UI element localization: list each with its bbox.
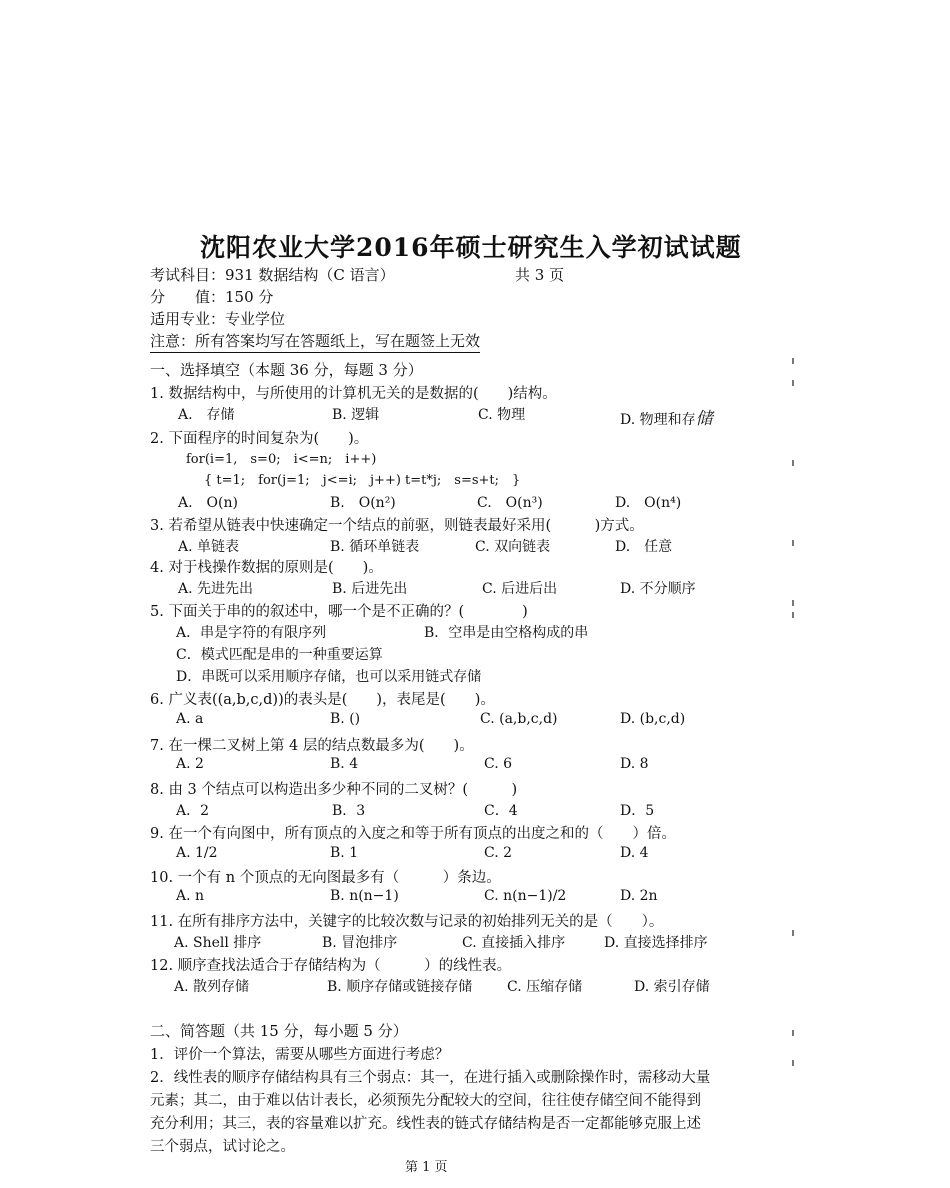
q2-option-a: A. O(n) [178,495,238,511]
q11-option-c: C. 直接插入排序 [462,935,566,951]
q2-code-line-1: for(i=1, s=0; i<=n; i++) [186,452,377,467]
handwritten-note: 储 [695,409,713,429]
q8-stem: 8. 由 3 个结点可以构造出多少种不同的二叉树？( ) [150,782,518,798]
q1-option-a: A. 存储 [178,407,235,423]
q6-option-b: B. () [330,711,361,727]
q6-option-d: D. (b,c,d) [620,711,686,727]
scan-speck [792,600,794,606]
section2-heading: 二、简答题（共 15 分，每小题 5 分） [150,1022,408,1040]
q10-option-a: A. n [176,888,205,904]
q3-stem: 3. 若希望从链表中快速确定一个结点的前驱，则链表最好采用( )方式。 [150,518,644,534]
q3-option-c: C. 双向链表 [475,539,551,555]
q11-stem: 11. 在所有排序方法中，关键字的比较次数与记录的初始排列无关的是（ ）。 [150,914,664,930]
q5-stem: 5. 下面关于串的的叙述中，哪一个是不正确的？( ) [150,604,528,620]
q2-option-c: C. O(n³) [477,495,543,511]
q12-stem: 12. 顺序查找法适合于存储结构为（ ）的线性表。 [150,958,512,974]
q2-option-b: B. O(n²) [330,495,396,511]
applicable-major: 适用专业：专业学位 [150,310,286,328]
exam-subject: 考试科目：931 数据结构（C 语言） [150,266,395,284]
q1-option-d [620,404,713,429]
q4-option-d: D. 不分顺序 [620,581,696,597]
q4-stem: 4. 对于栈操作数据的原则是( )。 [150,560,383,576]
q5-option-d: D．串既可以采用顺序存储，也可以采用链式存储 [176,669,482,685]
q6-option-a: A. a [176,711,204,727]
q6-stem: 6. 广义表((a,b,c,d))的表头是( )，表尾是( )。 [150,692,495,708]
exam-title: 沈阳农业大学2016年硕士研究生入学初试试题 [200,233,742,262]
q7-stem: 7. 在一棵二叉树上第 4 层的结点数最多为( )。 [150,738,474,754]
q9-option-b: B. 1 [330,845,359,861]
q12-option-b: B. 顺序存储或链接存储 [327,979,473,995]
q1-option-c: C. 物理 [478,407,526,423]
q11-option-d: D. 直接选择排序 [604,935,708,951]
q5-option-b: B．空串是由空格构成的串 [424,625,589,641]
scan-speck [792,460,794,466]
q2-code-line-2: { t=1; for(j=1; j<=i; j++) t=t*j; s=s+t; } [204,473,521,488]
q7-option-d: D. 8 [620,756,649,772]
q1-option-b: B. 逻辑 [332,407,380,423]
q5-option-a: A．串是字符的有限序列 [176,625,327,641]
q4-option-c: C. 后进后出 [482,581,558,597]
scan-speck [792,540,794,546]
q9-option-a: A. 1/2 [176,845,218,861]
q4-option-b: B. 后进先出 [332,581,408,597]
q7-option-a: A. 2 [176,756,204,772]
q12-option-a: A. 散列存储 [174,979,250,995]
q9-option-d: D. 4 [620,845,649,861]
q8-option-a: A．2 [176,803,210,819]
q5-option-c: C．模式匹配是串的一种重要运算 [176,647,383,663]
s2-q1: 1．评价一个算法，需要从哪些方面进行考虑？ [150,1047,450,1063]
q8-option-d: D．5 [620,803,655,819]
q7-option-c: C. 6 [484,756,513,772]
notice: 注意：所有答案均写在答题纸上，写在题签上无效 [150,330,480,353]
q3-option-a: A. 单链表 [178,539,240,555]
q3-option-b: B. 循环单链表 [330,539,420,555]
scan-speck [792,1060,794,1066]
q1-option-d-text: D. 物理和存 [620,412,696,428]
q9-option-c: C. 2 [484,845,513,861]
q1-stem: 1. 数据结构中，与所使用的计算机无关的是数据的( )结构。 [150,386,557,402]
q10-option-c: C. n(n−1)/2 [484,888,567,904]
q6-option-c: C. (a,b,c,d) [480,711,558,727]
page-number: 第 1 页 [405,1160,448,1175]
scan-speck [792,380,794,386]
q10-option-d: D. 2n [620,888,658,904]
scan-speck [792,930,794,936]
q8-option-c: C．4 [484,803,518,819]
q12-option-c: C. 压缩存储 [507,979,583,995]
scan-speck [792,1030,794,1036]
total-score: 分 值：150 分 [150,288,274,306]
scan-speck [792,612,794,618]
q11-option-a: A. Shell 排序 [174,935,262,951]
s2-q2-line-1: 2．线性表的顺序存储结构具有三个弱点：其一，在进行插入或删除操作时，需移动大量 [150,1070,711,1086]
q10-option-b: B. n(n−1) [330,888,399,904]
q9-stem: 9. 在一个有向图中，所有顶点的入度之和等于所有顶点的出度之和的（ ）倍。 [150,826,676,842]
q2-stem: 2. 下面程序的时间复杂为( )。 [150,431,369,447]
q12-option-d: D. 索引存储 [634,979,710,995]
q2-option-d: D. O(n⁴) [615,495,682,511]
s2-q2-line-2: 元素；其二，由于难以估计表长，必须预先分配较大的空间，往往使存储空间不能得到 [150,1093,701,1109]
q11-option-b: B. 冒泡排序 [322,935,398,951]
section1-heading: 一、选择填空（本题 36 分，每题 3 分） [150,361,423,379]
q3-option-d: D. 任意 [615,539,673,555]
page-count: 共 3 页 [515,266,565,284]
q4-option-a: A. 先进先出 [178,581,254,597]
s2-q2-line-3: 充分利用；其三，表的容量难以扩充。线性表的链式存储结构是否一定都能够克服上述 [150,1116,701,1132]
s2-q2-line-4: 三个弱点，试讨论之。 [150,1139,295,1155]
scan-speck [792,358,794,364]
q7-option-b: B. 4 [330,756,359,772]
q10-stem: 10. 一个有 n 个顶点的无向图最多有（ ）条边。 [150,870,501,886]
q8-option-b: B．3 [332,803,366,819]
